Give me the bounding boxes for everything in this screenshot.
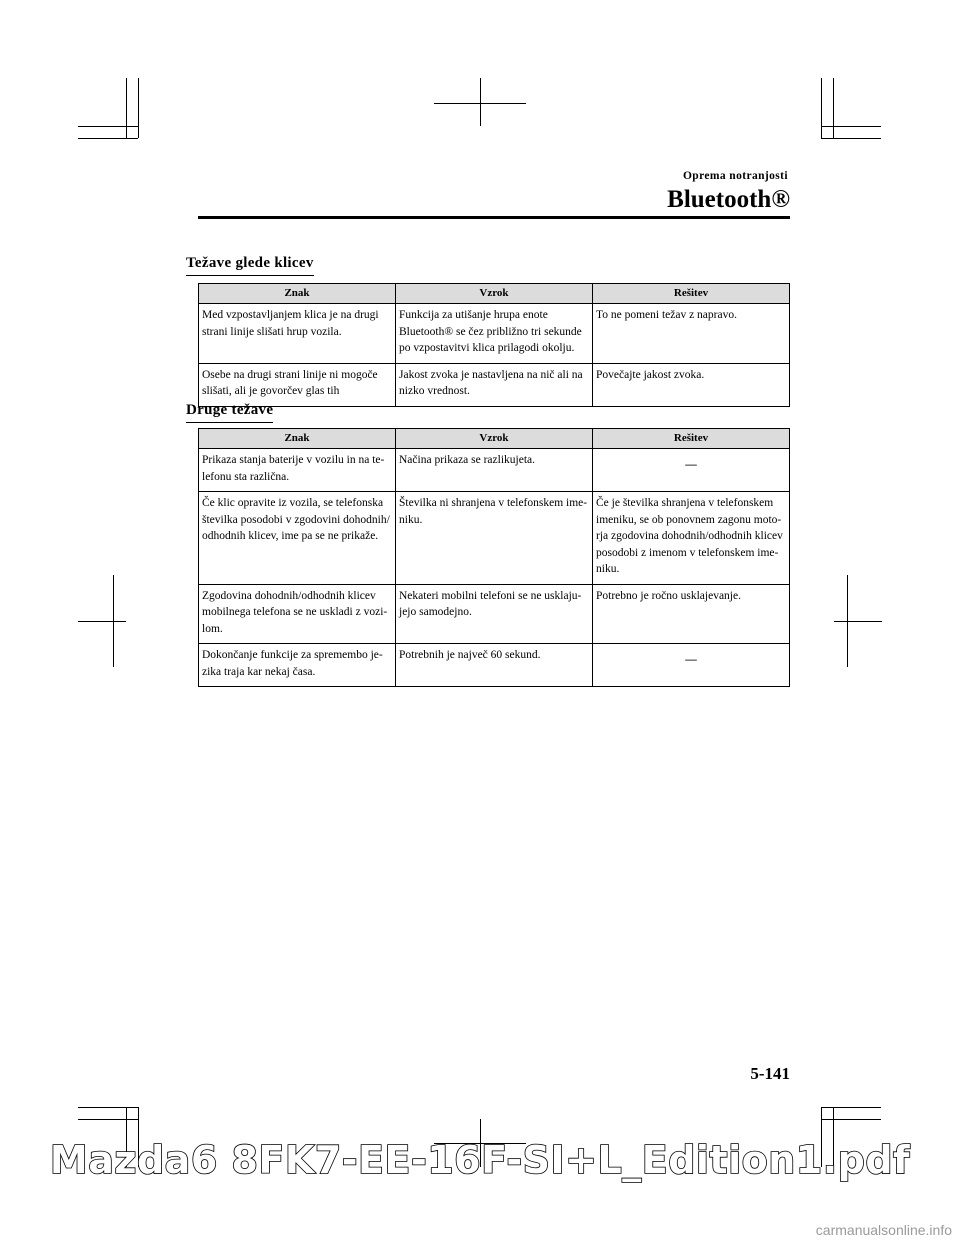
header-rule — [198, 216, 790, 219]
table-row — [199, 363, 790, 406]
table-cell: Dokončanje funkcije za spremembo je-zika traja kar nekaj časa. — [199, 644, 396, 687]
section-label: Oprema notranjosti — [682, 170, 788, 182]
chapter-title: Bluetooth® — [667, 186, 790, 213]
table-row — [199, 644, 790, 687]
table-cell: Potrebno je ročno usklajevanje. — [593, 584, 790, 644]
table-cell: Zgodovina dohodnih/odhodnih klicev mobilnega telefona se ne uskladi z vozi-lom. — [199, 584, 396, 644]
table-cell: Funkcija za utišanje hrupa enote Bluetooth® se čez približno tri sekunde po vzpostavitvi klica prilagodi okolju. — [396, 304, 593, 364]
table-header-row — [199, 429, 790, 449]
footer-filename: Mazda6 8FK7-EE-16F-SI+L_Edition1.pdf — [49, 1138, 911, 1182]
table-cell: Osebe na drugi strani linije ni mogoče slišati, ali je govorčev glas tih — [199, 363, 396, 406]
table-row — [199, 304, 790, 364]
column-header-cause: Vzrok — [396, 284, 593, 304]
table-cell: Povečajte jakost zvoka. — [593, 363, 790, 406]
other-problems-table — [198, 428, 790, 687]
table-row — [199, 449, 790, 492]
page-number: 5-141 — [750, 1064, 790, 1083]
table-cell: Načina prikaza se razlikujeta. — [396, 449, 593, 492]
section-heading-other-problems: Druge težave — [186, 402, 273, 423]
table-cell: Prikaza stanja baterije v vozilu in na te-lefonu sta različna. — [199, 449, 396, 492]
section-heading-call-problems: Težave glede klicev — [186, 255, 314, 276]
table-row — [199, 584, 790, 644]
table-cell: Nekateri mobilni telefoni se ne usklaju-jejo samodejno. — [396, 584, 593, 644]
column-header-symptom: Znak — [199, 284, 396, 304]
table-row — [199, 492, 790, 585]
table-cell: To ne pomeni težav z napravo. — [593, 304, 790, 364]
table-cell: Številka ni shranjena v telefonskem ime-niku. — [396, 492, 593, 585]
table-cell: Jakost zvoka je nastavljena na nič ali na nizko vrednost. — [396, 363, 593, 406]
table-cell: Če klic opravite iz vozila, se telefonska številka posodobi v zgodovini dohodnih/ odhodnih klicev, ime pa se ne prikaže. — [199, 492, 396, 585]
call-problems-table — [198, 283, 790, 407]
watermark-link[interactable]: carmanualsonline.info — [815, 1222, 952, 1238]
column-header-symptom: Znak — [199, 429, 396, 449]
column-header-solution: Rešitev — [593, 429, 790, 449]
table-cell: — — [593, 644, 790, 687]
table-cell: — — [593, 449, 790, 492]
table-cell: Med vzpostavljanjem klica je na drugi strani linije slišati hrup vozila. — [199, 304, 396, 364]
table-cell: Če je številka shranjena v telefonskem imeniku, se ob ponovnem zagonu moto-rja zgodovina dohodnih/odhodnih klicev posodobi z imenom v telefonskem ime-niku. — [593, 492, 790, 585]
column-header-solution: Rešitev — [593, 284, 790, 304]
table-header-row — [199, 284, 790, 304]
table-cell: Potrebnih je največ 60 sekund. — [396, 644, 593, 687]
column-header-cause: Vzrok — [396, 429, 593, 449]
